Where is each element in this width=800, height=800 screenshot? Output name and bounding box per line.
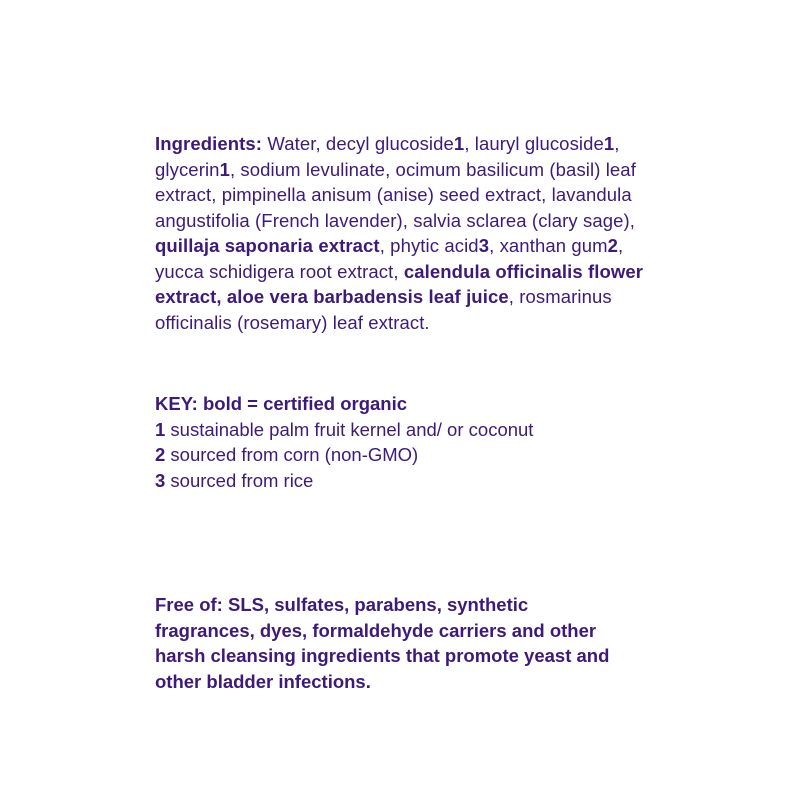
key-note-number: 1	[155, 418, 166, 440]
ingredient-footnote: 1	[453, 133, 465, 154]
key-note-text: sourced from rice	[165, 469, 314, 491]
ingredient-part: Water, decyl glucoside	[262, 133, 454, 154]
ingredient-part: , phytic acid	[379, 235, 479, 256]
key-note-text: sourced from corn (non-GMO)	[165, 444, 419, 465]
ingredient-part: , sodium levulinate, ocimum basilicum (basil) leaf extract, pimpinella anisum (anise) seed extract, lavandula angustifolia (French lavender), salvia sclarea (clary sage),	[155, 158, 636, 231]
ingredient-organic: calendula officinalis flower extract, aloe vera barbadensis leaf juice	[155, 260, 644, 307]
ingredient-part: , yucca schidigera root extract,	[155, 235, 624, 282]
key-note-text: sustainable palm fruit kernel and/ or coconut	[165, 418, 534, 440]
ingredient-part: , xanthan gum	[489, 235, 608, 256]
key-note-2	[155, 442, 675, 468]
ingredient-part: , lauryl glucoside	[464, 133, 604, 154]
free-of-paragraph: Free of: SLS, sulfates, parabens, synthetic fragrances, dyes, formaldehyde carriers and other harsh cleansing ingredients that promote yeast and other bladder infections.	[155, 594, 610, 692]
ingredients-label: Ingredients:	[155, 133, 263, 154]
ingredient-footnote: 1	[603, 133, 615, 154]
ingredient-part: , glycerin	[155, 133, 620, 180]
key-note-1	[155, 417, 675, 443]
ingredient-footnote: 3	[478, 235, 490, 256]
ingredient-footnote: 1	[219, 158, 230, 180]
key-note-number: 2	[155, 444, 166, 465]
ingredient-part: , rosmarinus officinalis (rosemary) leaf extract.	[155, 286, 612, 333]
ingredients-paragraph	[155, 131, 675, 335]
ingredient-organic: quillaja saponaria extract	[155, 235, 380, 256]
ingredient-footnote: 2	[607, 235, 619, 256]
key-title: KEY: bold = certified organic	[155, 393, 408, 414]
key-note-3	[155, 468, 675, 494]
key-note-number: 3	[155, 469, 166, 491]
key-legend	[155, 391, 675, 493]
